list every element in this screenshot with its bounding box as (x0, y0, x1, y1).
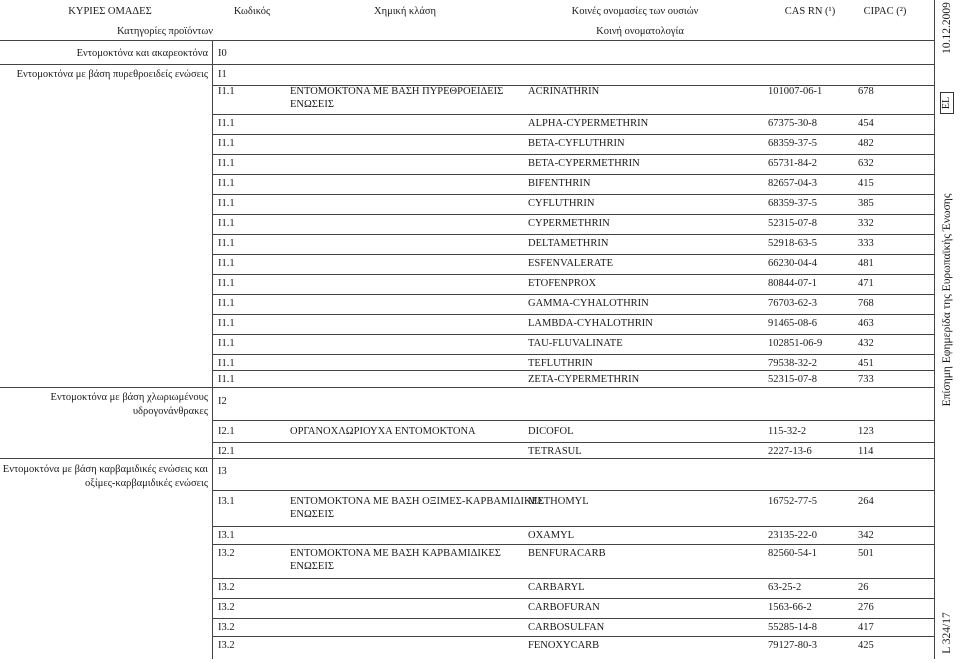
language-code: EL (941, 96, 952, 110)
row-code: I1.1 (218, 118, 235, 129)
row-cas-number: 63-25-2 (768, 582, 802, 593)
row-cipac-number: 264 (858, 496, 874, 507)
row-code: I3.2 (218, 602, 235, 613)
row-cas-number: 82657-04-3 (768, 178, 817, 189)
row-chemical-class: ΕΝΤΟΜΟΚΤΟΝΑ ΜΕ ΒΑΣΗ ΠΥΡΕΘΡΟΕΙΔΕΙΣ (290, 86, 504, 97)
row-chemical-class: ΕΝΩΣΕΙΣ (290, 99, 334, 110)
row-code: I1.1 (218, 86, 235, 97)
row-rule (212, 234, 934, 235)
category-label: Εντομοκτόνα και ακαρεοκτόνα (76, 48, 208, 59)
row-cipac-number: 26 (858, 582, 869, 593)
row-code: I1.1 (218, 298, 235, 309)
row-rule (212, 420, 934, 421)
row-rule (212, 370, 934, 371)
row-substance-name: DICOFOL (528, 426, 574, 437)
row-code: I1.1 (218, 158, 235, 169)
row-cipac-number: 451 (858, 358, 874, 369)
row-code: I1.1 (218, 238, 235, 249)
header-main-groups: ΚΥΡΙΕΣ ΟΜΑΔΕΣ (68, 6, 152, 17)
row-code: I1.1 (218, 338, 235, 349)
row-substance-name: BETA-CYPERMETHRIN (528, 158, 640, 169)
row-cas-number: 115-32-2 (768, 426, 807, 437)
row-substance-name: ALPHA-CYPERMETHRIN (528, 118, 649, 129)
row-cas-number: 55285-14-8 (768, 622, 817, 633)
row-cipac-number: 454 (858, 118, 874, 129)
row-substance-name: CARBARYL (528, 582, 585, 593)
row-cipac-number: 342 (858, 530, 874, 541)
row-rule (212, 544, 934, 545)
row-code: I3.1 (218, 496, 235, 507)
row-rule (212, 490, 934, 491)
category-label: υδρογονάνθρακες (132, 406, 208, 417)
row-cas-number: 79127-80-3 (768, 640, 817, 651)
language-code-badge (940, 92, 954, 114)
row-substance-name: BETA-CYFLUTHRIN (528, 138, 625, 149)
page-sidebar (934, 0, 960, 659)
row-cipac-number: 114 (858, 446, 874, 457)
row-substance-name: CARBOFURAN (528, 602, 600, 613)
row-chemical-class: ΕΝΩΣΕΙΣ (290, 509, 334, 520)
row-substance-name: LAMBDA-CYHALOTHRIN (528, 318, 653, 329)
row-rule (212, 598, 934, 599)
row-rule (212, 134, 934, 135)
row-cipac-number: 482 (858, 138, 874, 149)
row-cas-number: 68359-37-5 (768, 198, 817, 209)
row-cas-number: 67375-30-8 (768, 118, 817, 129)
category-code: I0 (218, 48, 227, 59)
row-substance-name: OXAMYL (528, 530, 575, 541)
row-code: I3.2 (218, 622, 235, 633)
publication-date: 10.12.2009 (941, 2, 953, 54)
header-cas-rn: CAS RN (¹) (784, 6, 836, 17)
row-cipac-number: 425 (858, 640, 874, 651)
row-cipac-number: 123 (858, 426, 874, 437)
row-rule (0, 64, 934, 65)
row-code: I3.2 (218, 548, 235, 559)
row-substance-name: ETOFENPROX (528, 278, 597, 289)
row-cas-number: 66230-04-4 (768, 258, 817, 269)
row-cipac-number: 385 (858, 198, 874, 209)
row-cas-number: 68359-37-5 (768, 138, 817, 149)
row-cipac-number: 432 (858, 338, 874, 349)
category-label: Εντομοκτόνα με βάση πυρεθροειδείς ενώσεις (16, 69, 208, 80)
row-cas-number: 16752-77-5 (768, 496, 817, 507)
row-code: I1.1 (218, 318, 235, 329)
header-bottom-rule (0, 40, 934, 41)
row-code: I1.1 (218, 374, 235, 385)
row-cipac-number: 415 (858, 178, 874, 189)
row-substance-name: ACRINATHRIN (528, 86, 600, 97)
row-code: I1.1 (218, 358, 235, 369)
row-code: I3.2 (218, 582, 235, 593)
row-code: I3.1 (218, 530, 235, 541)
row-rule (212, 254, 934, 255)
row-cas-number: 52315-07-8 (768, 374, 817, 385)
row-cipac-number: 481 (858, 258, 874, 269)
row-code: I1.1 (218, 278, 235, 289)
row-cas-number: 82560-54-1 (768, 548, 817, 559)
row-chemical-class: ΕΝΤΟΜΟΚΤΟΝΑ ΜΕ ΒΑΣΗ ΚΑΡΒΑΜΙΔΙΚΕΣ (290, 548, 501, 559)
row-substance-name: BIFENTHRIN (528, 178, 591, 189)
row-cas-number: 2227-13-6 (768, 446, 812, 457)
journal-title: Επίσημη Εφημερίδα της Ευρωπαϊκής Ένωσης (941, 193, 953, 407)
row-cipac-number: 501 (858, 548, 874, 559)
row-substance-name: METHOMYL (528, 496, 589, 507)
row-rule (212, 578, 934, 579)
row-rule (212, 636, 934, 637)
row-substance-name: TAU-FLUVALINATE (528, 338, 623, 349)
category-code: I2 (218, 396, 227, 407)
row-substance-name: CYPERMETHRIN (528, 218, 610, 229)
row-cipac-number: 768 (858, 298, 874, 309)
row-rule (212, 354, 934, 355)
row-cipac-number: 332 (858, 218, 874, 229)
row-substance-name: TEFLUTHRIN (528, 358, 593, 369)
row-cas-number: 102851-06-9 (768, 338, 823, 349)
header-common-names: Κοινές ονομασίες των ουσιών (571, 6, 699, 17)
category-label: οξίμες-καρβαμιδικές ενώσεις (84, 478, 208, 489)
row-rule (212, 174, 934, 175)
row-cipac-number: 276 (858, 602, 874, 613)
row-rule (212, 274, 934, 275)
header-product-categories: Κατηγορίες προϊόντων (116, 26, 214, 37)
category-label: Εντομοκτόνα με βάση χλωριωμένους (50, 392, 208, 403)
row-cas-number: 79538-32-2 (768, 358, 817, 369)
header-chemical-class: Χημική κλάση (374, 6, 436, 17)
row-chemical-class: ΕΝΩΣΕΙΣ (290, 561, 334, 572)
row-rule (212, 442, 934, 443)
row-rule (212, 154, 934, 155)
row-code: I1.1 (218, 178, 235, 189)
row-cas-number: 80844-07-1 (768, 278, 817, 289)
row-rule (212, 314, 934, 315)
row-cas-number: 52315-07-8 (768, 218, 817, 229)
row-rule (212, 114, 934, 115)
column-divider-categories (212, 40, 213, 659)
row-substance-name: CARBOSULFAN (528, 622, 605, 633)
row-substance-name: CYFLUTHRIN (528, 198, 595, 209)
row-substance-name: GAMMA-CYHALOTHRIN (528, 298, 649, 309)
row-cipac-number: 417 (858, 622, 874, 633)
row-substance-name: FENOXYCARB (528, 640, 600, 651)
row-cas-number: 91465-08-6 (768, 318, 817, 329)
row-code: I1.1 (218, 258, 235, 269)
row-cipac-number: 471 (858, 278, 874, 289)
row-cas-number: 1563-66-2 (768, 602, 812, 613)
row-code: I2.1 (218, 446, 235, 457)
header-code: Κωδικός (233, 6, 271, 17)
row-rule (0, 387, 934, 388)
row-cipac-number: 333 (858, 238, 874, 249)
row-code: I1.1 (218, 198, 235, 209)
row-cas-number: 65731-84-2 (768, 158, 817, 169)
row-cas-number: 76703-62-3 (768, 298, 817, 309)
row-chemical-class: ΟΡΓΑΝΟΧΛΩΡΙΟΥΧΑ ΕΝΤΟΜΟΚΤΟΝΑ (290, 426, 476, 437)
row-substance-name: TETRASUL (528, 446, 582, 457)
row-rule (212, 526, 934, 527)
row-rule (212, 194, 934, 195)
row-code: I1.1 (218, 218, 235, 229)
row-cas-number: 23135-22-0 (768, 530, 817, 541)
row-substance-name: ZETA-CYPERMETHRIN (528, 374, 640, 385)
row-rule (212, 294, 934, 295)
row-rule (212, 334, 934, 335)
row-cas-number: 101007-06-1 (768, 86, 823, 97)
row-cipac-number: 632 (858, 158, 874, 169)
row-rule (0, 458, 934, 459)
row-rule (212, 618, 934, 619)
category-label: Εντομοκτόνα με βάση καρβαμιδικές ενώσεις και (2, 464, 208, 475)
page-number: L 324/17 (941, 612, 953, 654)
row-chemical-class: ΕΝΤΟΜΟΚΤΟΝΑ ΜΕ ΒΑΣΗ ΟΞΙΜΕΣ-ΚΑΡΒΑΜΙΔΙΚΕΣ (290, 496, 545, 507)
row-cas-number: 52918-63-5 (768, 238, 817, 249)
row-substance-name: ESFENVALERATE (528, 258, 613, 269)
category-code: I3 (218, 466, 227, 477)
row-code: I3.2 (218, 640, 235, 651)
header-common-nomenclature: Κοινή ονοματολογία (596, 26, 684, 37)
row-cipac-number: 733 (858, 374, 874, 385)
row-substance-name: DELTAMETHRIN (528, 238, 609, 249)
header-cipac: CIPAC (²) (863, 6, 907, 17)
row-code: I2.1 (218, 426, 235, 437)
row-code: I1.1 (218, 138, 235, 149)
row-substance-name: BENFURACARB (528, 548, 606, 559)
row-cipac-number: 678 (858, 86, 874, 97)
row-cipac-number: 463 (858, 318, 874, 329)
category-code: I1 (218, 69, 227, 80)
row-rule (212, 214, 934, 215)
